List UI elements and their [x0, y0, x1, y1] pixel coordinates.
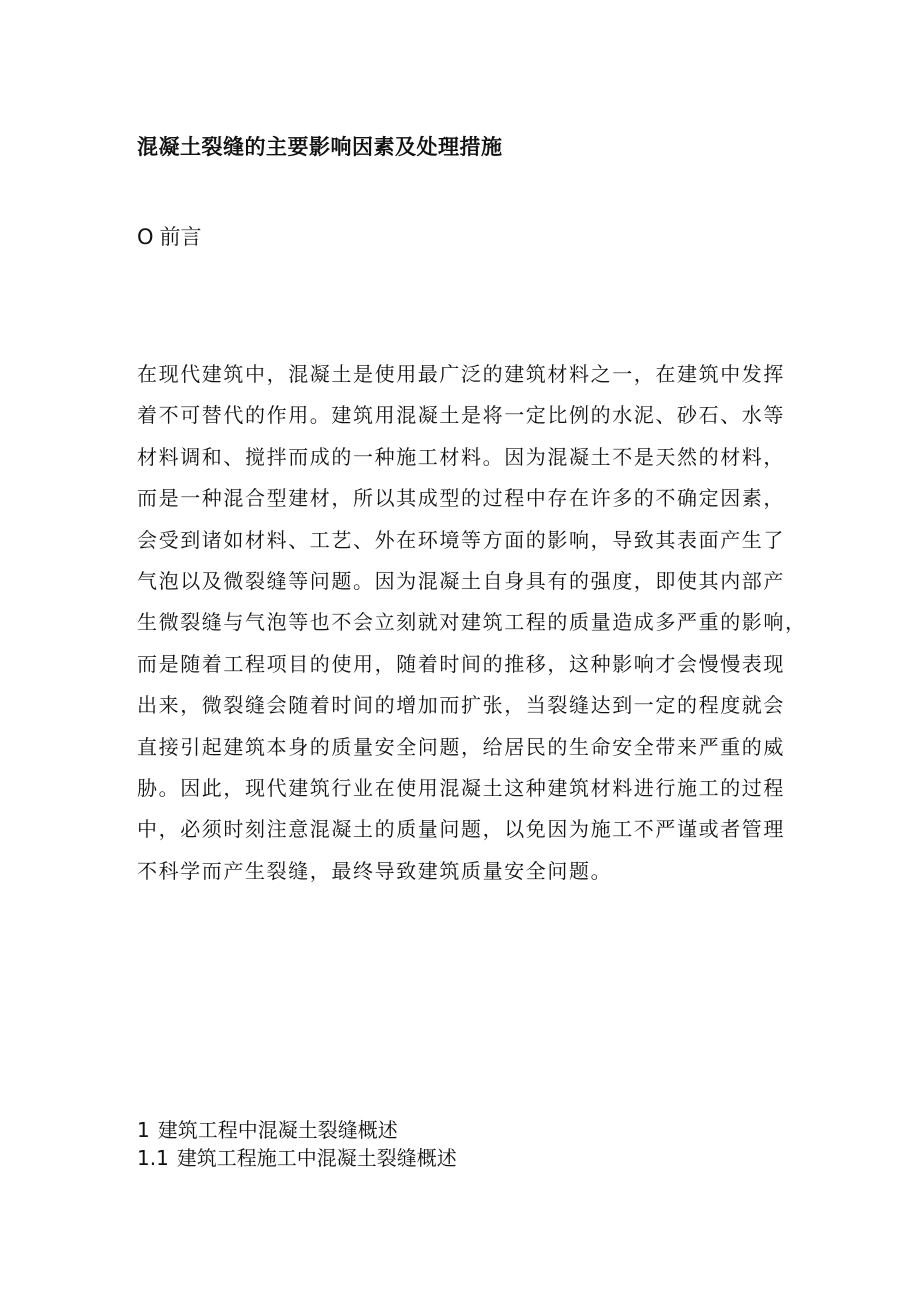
- paragraph-line: 材料调和、搅拌而成的一种施工材料。因为混凝土不是天然的材料，: [137, 444, 785, 469]
- paragraph-line: 不科学而产生裂缝，最终导致建筑质量安全问题。: [137, 858, 613, 883]
- section-1-heading: [137, 1116, 398, 1144]
- section-1-1-heading: [137, 1144, 457, 1172]
- paragraph-line: 胁。因此，现代建筑行业在使用混凝土这种建筑材料进行施工的过程: [137, 776, 785, 801]
- section-1-label: 建筑工程中混凝土裂缝概述: [157, 1118, 398, 1142]
- intro-paragraph: [137, 354, 807, 892]
- paragraph-line: 会受到诸如材料、工艺、外在环境等方面的影响，导致其表面产生了: [137, 527, 785, 552]
- paragraph-line: 而是随着工程项目的使用，随着时间的推移，这种影响才会慢慢表现: [137, 651, 785, 676]
- paragraph-line: 直接引起建筑本身的质量安全问题，给居民的生命安全带来严重的威: [137, 734, 785, 759]
- preface-number: O: [137, 225, 154, 249]
- paragraph-line: 而是一种混合型建材，所以其成型的过程中存在许多的不确定因素，: [137, 486, 785, 511]
- section-1-1-number: 1.1: [137, 1146, 169, 1170]
- paragraph-line: 出来，微裂缝会随着时间的增加而扩张，当裂缝达到一定的程度就会: [137, 693, 785, 718]
- paragraph-line: 生微裂缝与气泡等也不会立刻就对建筑工程的质量造成多严重的影响，: [137, 610, 807, 635]
- document-title: 混凝土裂缝的主要影响因素及处理措施: [137, 134, 503, 159]
- section-1-1-label: 建筑工程施工中混凝土裂缝概述: [176, 1146, 457, 1170]
- paragraph-line: 气泡以及微裂缝等问题。因为混凝土自身具有的强度，即使其内部产: [137, 569, 785, 594]
- preface-label: 前言: [159, 225, 202, 249]
- paragraph-line: 在现代建筑中，混凝土是使用最广泛的建筑材料之一，在建筑中发挥: [137, 362, 785, 386]
- paragraph-line: 着不可替代的作用。建筑用混凝土是将一定比例的水泥、砂石、水等: [137, 403, 785, 428]
- section-1-number: 1: [137, 1118, 150, 1142]
- preface-heading: [137, 222, 202, 252]
- paragraph-line: 中，必须时刻注意混凝土的质量问题，以免因为施工不严谨或者管理: [137, 817, 785, 842]
